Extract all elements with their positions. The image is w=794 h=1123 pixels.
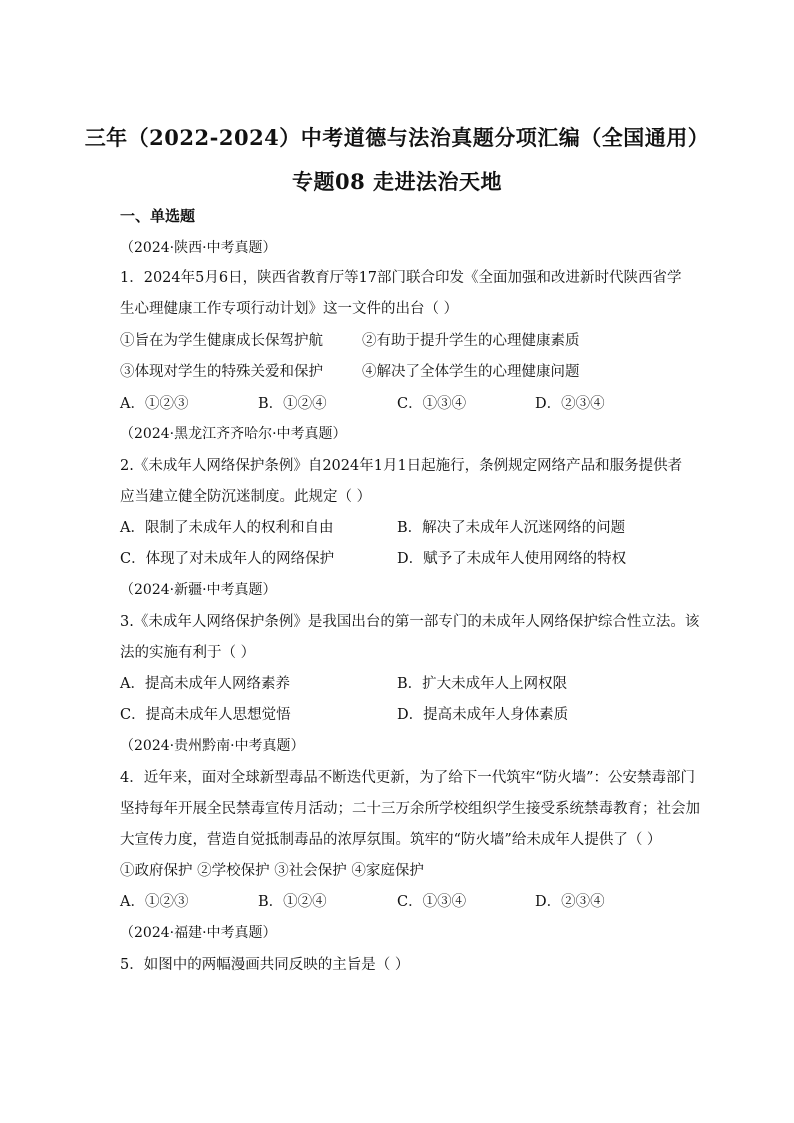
answer-option-d: D．提高未成年人身体素质 [397, 707, 569, 723]
answer-option-b: B．扩大未成年人上网权限 [397, 676, 568, 692]
answer-option-a: A．限制了未成年人的权利和自由 [120, 520, 334, 536]
statement-items: ①政府保护 ②学校保护 ③社会保护 ④家庭保护 [120, 863, 424, 879]
statement-item: ①旨在为学生健康成长保驾护航 [120, 333, 323, 349]
question-stem: 大宣传力度，营造自觉抵制毒品的浓厚氛围。筑牢的“防火墙”给未成年人提供了（ ） [120, 832, 662, 848]
answer-option-b: B．①②④ [258, 894, 327, 910]
answer-option-b: B．解决了未成年人沉迷网络的问题 [397, 520, 626, 536]
question-stem: 5．如图中的两幅漫画共同反映的主旨是（ ） [120, 957, 410, 973]
answer-option-d: D．赋予了未成年人使用网络的特权 [397, 551, 627, 567]
statement-item: ④解决了全体学生的心理健康问题 [362, 364, 580, 380]
question-stem: 1．2024年5月6日，陕西省教育厅等17部门联合印发《全面加强和改进新时代陕西省学 [120, 270, 682, 286]
answer-option-d: D．②③④ [535, 894, 605, 910]
question-source: （2024·贵州黔南·中考真题） [120, 738, 305, 754]
question-source: （2024·新疆·中考真题） [120, 582, 277, 598]
question-stem: 4．近年来，面对全球新型毒品不断迭代更新，为了给下一代筑牢“防火墙”：公安禁毒部门 [120, 770, 696, 786]
answer-option-a: A．①②③ [120, 894, 189, 910]
answer-option-c: C．①③④ [397, 894, 467, 910]
answer-option-c: C．①③④ [397, 396, 467, 412]
question-source: （2024·陕西·中考真题） [120, 240, 277, 256]
question-stem: 生心理健康工作专项行动计划》这一文件的出台（ ） [120, 301, 459, 317]
question-stem: 3.《未成年人网络保护条例》是我国出台的第一部专门的未成年人网络保护综合性立法。该 [120, 614, 700, 630]
answer-option-c: C．体现了对未成年人的网络保护 [120, 551, 335, 567]
question-source: （2024·福建·中考真题） [120, 925, 277, 941]
question-stem: 坚持每年开展全民禁毒宣传月活动；二十三万余所学校组织学生接受系统禁毒教育；社会加 [120, 801, 700, 817]
section-heading: 一、单选题 [120, 207, 196, 225]
statement-item: ②有助于提升学生的心理健康素质 [362, 333, 580, 349]
answer-option-a: A．提高未成年人网络素养 [120, 676, 290, 692]
answer-option-c: C．提高未成年人思想觉悟 [120, 707, 291, 723]
answer-option-a: A．①②③ [120, 396, 189, 412]
answer-option-d: D．②③④ [535, 396, 605, 412]
question-stem: 法的实施有利于（ ） [120, 645, 256, 661]
document-title: 三年（2022-2024）中考道德与法治真题分项汇编（全国通用） [84, 125, 710, 150]
document-subtitle: 专题08 走进法治天地 [291, 169, 503, 194]
statement-item: ③体现对学生的特殊关爱和保护 [120, 364, 323, 380]
question-stem: 2.《未成年人网络保护条例》自2024年1月1日起施行，条例规定网络产品和服务提供者 [120, 458, 683, 474]
question-stem: 应当建立健全防沉迷制度。此规定（ ） [120, 489, 372, 505]
question-source: （2024·黑龙江齐齐哈尔·中考真题） [120, 426, 347, 442]
answer-option-b: B．①②④ [258, 396, 327, 412]
